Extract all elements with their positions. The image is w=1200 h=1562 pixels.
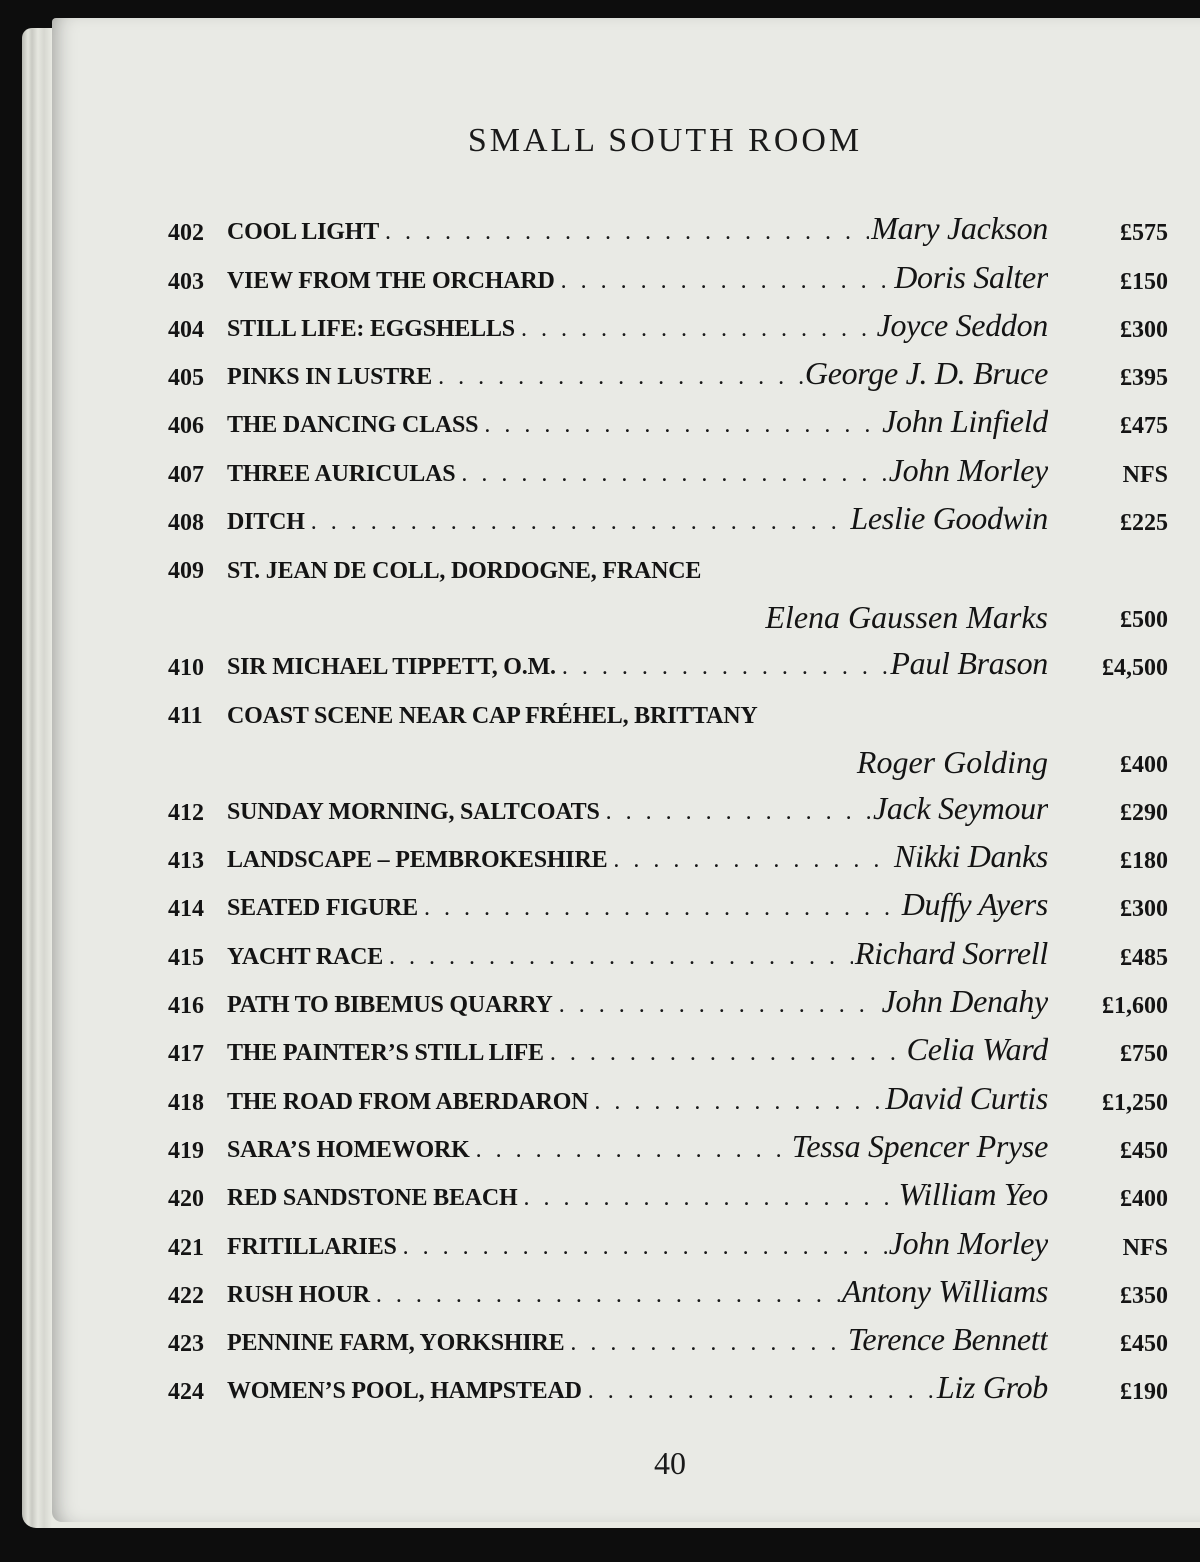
entry-title: SIR MICHAEL TIPPETT, O.M.: [227, 653, 556, 680]
entry-price: £485: [1120, 944, 1168, 971]
entry-title: FRITILLARIES: [227, 1233, 397, 1260]
entry-row-continuation: [0, 736, 1200, 784]
entry-title: ST. JEAN DE COLL, DORDOGNE, FRANCE: [227, 558, 702, 585]
entry-price: £1,250: [1102, 1089, 1168, 1116]
entry-artist: Richard Sorrell: [854, 934, 1048, 971]
entry-price: £400: [1120, 751, 1168, 778]
entry-price: £450: [1120, 1331, 1168, 1358]
entry-number: 414: [168, 896, 204, 923]
entry-number: 421: [168, 1234, 204, 1261]
entry-number: 407: [168, 461, 204, 488]
entry-row: [0, 350, 1200, 398]
page-number: 40: [654, 1445, 686, 1481]
entry-number: 417: [168, 1041, 204, 1068]
entry-title: LANDSCAPE – PEMBROKESHIRE: [227, 847, 608, 874]
entry-row: [0, 1219, 1200, 1267]
entry-artist: Duffy Ayers: [901, 886, 1048, 923]
entry-row: [0, 978, 1200, 1026]
entry-number: 408: [168, 510, 204, 537]
entry-row: [0, 833, 1200, 881]
entry-row: [0, 929, 1200, 977]
entry-artist: Doris Salter: [894, 258, 1048, 295]
entry-artist: David Curtis: [885, 1079, 1048, 1116]
entry-artist: Roger Golding: [856, 743, 1048, 780]
entry-title: COAST SCENE NEAR CAP FRÉHEL, BRITTANY: [227, 703, 758, 730]
entry-number: 404: [168, 316, 204, 343]
entry-artist: Antony Williams: [841, 1272, 1048, 1309]
entry-price: £350: [1120, 1282, 1168, 1309]
entry-row: [0, 688, 1200, 736]
entry-price: £225: [1120, 510, 1168, 537]
entry-row: [0, 640, 1200, 688]
entry-number: 410: [168, 654, 204, 681]
entry-number: 402: [168, 220, 204, 247]
entry-price: £300: [1120, 316, 1168, 343]
entry-artist: Joyce Seddon: [876, 306, 1048, 343]
entry-price: NFS: [1122, 461, 1168, 488]
entry-title: THE PAINTER’S STILL LIFE: [227, 1040, 544, 1067]
entry-number: 423: [168, 1331, 204, 1358]
entry-price: £1,600: [1102, 993, 1168, 1020]
entry-number: 419: [168, 1137, 204, 1164]
entry-number: 413: [168, 848, 204, 875]
entry-price: £400: [1120, 1186, 1168, 1213]
entry-artist: Celia Ward: [906, 1031, 1048, 1068]
entry-row: [0, 1074, 1200, 1122]
entry-row: [0, 881, 1200, 929]
entry-price: £190: [1120, 1379, 1168, 1406]
entry-row: [0, 1171, 1200, 1219]
entry-price: £575: [1120, 220, 1168, 247]
entry-title: YACHT RACE: [227, 943, 384, 970]
entry-artist: John Morley: [888, 1224, 1048, 1261]
entry-price: £395: [1120, 365, 1168, 392]
entry-artist: Leslie Goodwin: [850, 500, 1048, 537]
entry-price: £180: [1120, 848, 1168, 875]
entry-artist: William Yeo: [898, 1176, 1048, 1213]
entry-number: 409: [168, 558, 204, 585]
entry-row: [0, 1316, 1200, 1364]
entry-title: RUSH HOUR: [227, 1281, 370, 1308]
entry-number: 411: [168, 703, 203, 730]
entry-title: STILL LIFE: EGGSHELLS: [227, 315, 515, 342]
entry-title: SARA’S HOMEWORK: [227, 1136, 470, 1163]
entry-number: 403: [168, 268, 204, 295]
entry-title: VIEW FROM THE ORCHARD: [227, 267, 555, 294]
entry-title: SUNDAY MORNING, SALTCOATS: [227, 798, 600, 825]
entry-list: [0, 205, 1200, 1412]
entry-title: DITCH: [227, 509, 305, 536]
entry-number: 405: [168, 365, 204, 392]
entry-number: 415: [168, 944, 204, 971]
entry-title: SEATED FIGURE: [227, 895, 418, 922]
entry-row: [0, 543, 1200, 591]
entry-number: 424: [168, 1379, 204, 1406]
entry-artist: John Denahy: [881, 983, 1048, 1020]
entry-artist: Paul Brason: [890, 644, 1048, 681]
entry-title: THE DANCING CLASS: [227, 412, 479, 439]
entry-artist: John Morley: [888, 451, 1048, 488]
entry-price: £500: [1120, 606, 1168, 633]
entry-price: £150: [1120, 268, 1168, 295]
entry-row: [0, 302, 1200, 350]
entry-title: THE ROAD FROM ABERDARON: [227, 1088, 589, 1115]
entry-title: PENNINE FARM, YORKSHIRE: [227, 1330, 565, 1357]
entry-row: [0, 785, 1200, 833]
entry-number: 418: [168, 1089, 204, 1116]
entry-price: £290: [1120, 799, 1168, 826]
entry-price: £750: [1120, 1041, 1168, 1068]
entry-title: PATH TO BIBEMUS QUARRY: [227, 992, 553, 1019]
entry-price: £4,500: [1102, 654, 1168, 681]
entry-title: WOMEN’S POOL, HAMPSTEAD: [227, 1378, 582, 1405]
entry-price: £450: [1120, 1137, 1168, 1164]
entry-artist: Mary Jackson: [871, 210, 1048, 247]
entry-price: NFS: [1122, 1234, 1168, 1261]
entry-artist: George J. D. Bruce: [804, 355, 1048, 392]
entry-artist: Tessa Spencer Pryse: [791, 1127, 1048, 1164]
entry-price: £300: [1120, 896, 1168, 923]
entry-artist: Nikki Danks: [894, 838, 1048, 875]
entry-row: [0, 398, 1200, 446]
entry-artist: Jack Seymour: [873, 789, 1048, 826]
entry-number: 406: [168, 413, 204, 440]
entry-row: [0, 446, 1200, 494]
entry-row: [0, 1364, 1200, 1412]
entry-number: 420: [168, 1186, 204, 1213]
entry-row: [0, 205, 1200, 253]
entry-price: £475: [1120, 413, 1168, 440]
entry-row: [0, 1268, 1200, 1316]
entry-title: THREE AURICULAS: [227, 460, 456, 487]
entry-title: COOL LIGHT: [227, 219, 380, 246]
entry-artist: Elena Gaussen Marks: [765, 598, 1048, 635]
entry-row: [0, 495, 1200, 543]
entry-artist: Liz Grob: [936, 1369, 1048, 1406]
entry-number: 416: [168, 993, 204, 1020]
entry-title: PINKS IN LUSTRE: [227, 364, 433, 391]
entry-artist: John Linfield: [882, 403, 1048, 440]
entry-number: 412: [168, 799, 204, 826]
page-title: SMALL SOUTH ROOM: [467, 122, 863, 159]
entry-row: [0, 253, 1200, 301]
entry-number: 422: [168, 1282, 204, 1309]
entry-row-continuation: [0, 591, 1200, 639]
entry-artist: Terence Bennett: [847, 1321, 1048, 1358]
entry-row: [0, 1123, 1200, 1171]
entry-row: [0, 1026, 1200, 1074]
entry-title: RED SANDSTONE BEACH: [227, 1185, 518, 1212]
